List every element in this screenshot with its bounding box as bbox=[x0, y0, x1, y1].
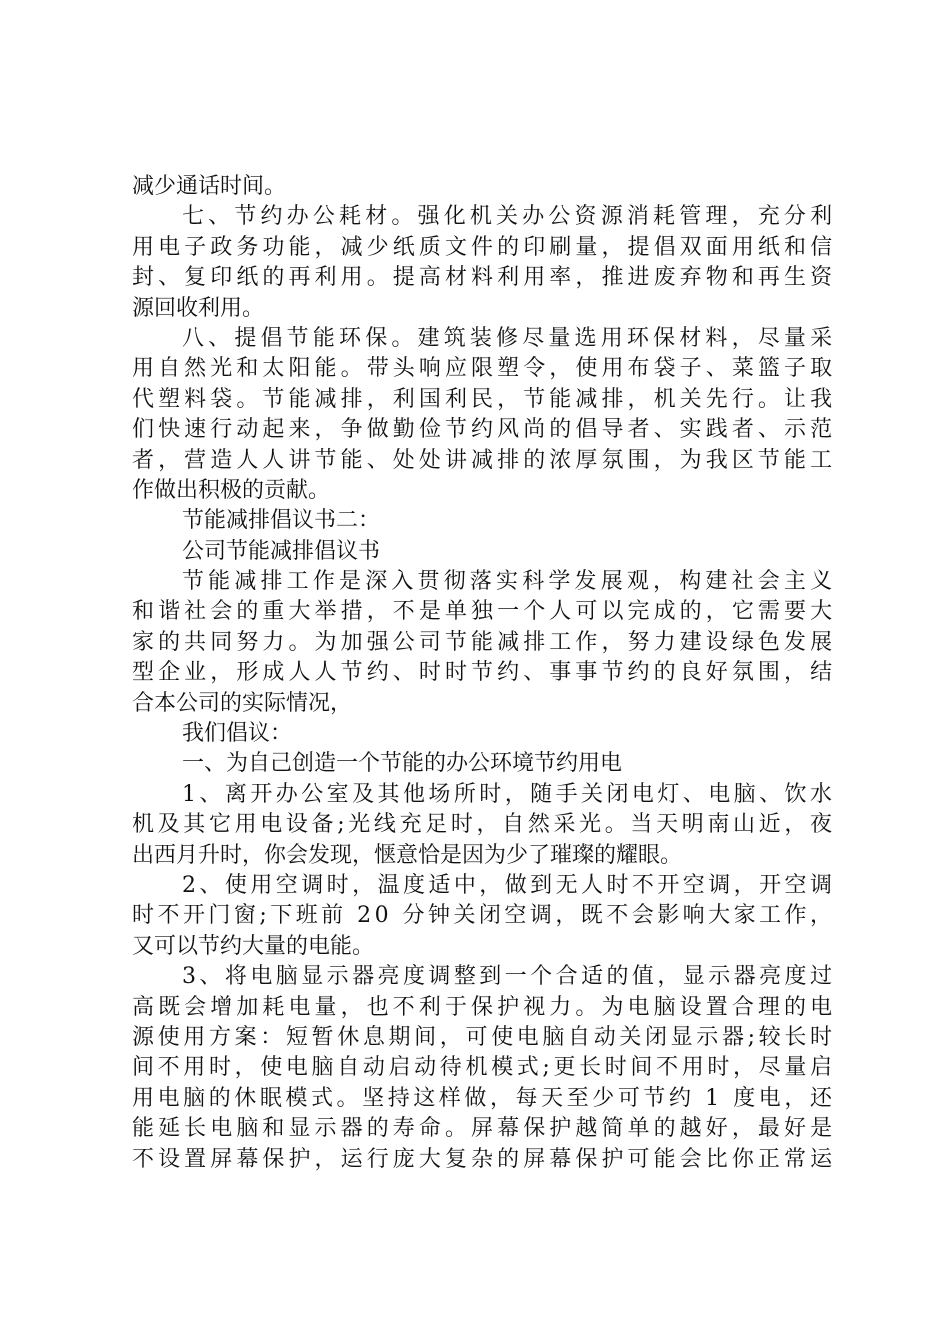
text-line: 3、将电脑显示器亮度调整到一个合适的值，显示器亮度过 bbox=[182, 964, 836, 990]
text-line: 高既会增加耗电量，也不利于保护视力。为电脑设置合理的电 bbox=[132, 994, 837, 1020]
text-line: 源使用方案：短暂休息期间，可使电脑自动关闭显示器;较长时 bbox=[132, 1024, 836, 1050]
text-line: 者，营造人人讲节能、处处讲减排的浓厚氛围，为我区节能工 bbox=[132, 447, 837, 473]
text-line: 公司节能减排倡议书 bbox=[182, 538, 381, 564]
text-line: 们快速行动起来，争做勤俭节约风尚的倡导者、实践者、示范 bbox=[132, 417, 837, 443]
text-line: 用电脑的休眠模式。坚持这样做，每天至少可节约 1 度电，还 bbox=[132, 1085, 836, 1111]
text-line: 和谐社会的重大举措，不是单独一个人可以完成的，它需要大 bbox=[132, 599, 837, 625]
text-line: 封、复印纸的再利用。提高材料利用率，推进废弃物和再生资 bbox=[132, 265, 837, 291]
text-line: 源回收利用。 bbox=[132, 295, 265, 321]
text-line: 又可以节约大量的电能。 bbox=[132, 933, 375, 959]
text-line: 七、节约办公耗材。强化机关办公资源消耗管理，充分利 bbox=[182, 204, 837, 230]
text-line: 用电子政务功能，减少纸质文件的印刷量，提倡双面用纸和信 bbox=[132, 234, 837, 260]
text-line: 1、离开办公室及其他场所时，随手关闭电灯、电脑、饮水 bbox=[182, 781, 836, 807]
text-line: 能延长电脑和显示器的寿命。屏幕保护越简单的越好，最好是 bbox=[132, 1116, 837, 1142]
text-line: 出西月升时，你会发现，惬意恰是因为少了璀璨的耀眼。 bbox=[132, 842, 683, 868]
text-line: 节能减排工作是深入贯彻落实科学发展观，构建社会主义 bbox=[182, 569, 837, 595]
text-line: 时不开门窗;下班前 20 分钟关闭空调，既不会影响大家工作， bbox=[132, 903, 836, 929]
text-line: 一、为自己创造一个节能的办公环境节约用电 bbox=[182, 751, 623, 777]
text-line: 节能减排倡议书二： bbox=[182, 508, 381, 534]
text-line: 八、提倡节能环保。建筑装修尽量选用环保材料，尽量采 bbox=[182, 325, 837, 351]
text-line: 合本公司的实际情况， bbox=[132, 690, 353, 716]
document-body bbox=[132, 172, 837, 1175]
text-line: 我们倡议： bbox=[182, 721, 293, 747]
text-line: 用自然光和太阳能。带头响应限塑令，使用布袋子、菜篮子取 bbox=[132, 356, 837, 382]
text-line: 减少通话时间。 bbox=[132, 174, 287, 199]
text-line: 代塑料袋。节能减排，利国利民，节能减排，机关先行。让我 bbox=[132, 386, 837, 412]
text-line: 间不用时，使电脑自动启动待机模式;更长时间不用时，尽量启 bbox=[132, 1055, 836, 1081]
text-line: 作做出积极的贡献。 bbox=[132, 477, 331, 503]
text-line: 不设置屏幕保护，运行庞大复杂的屏幕保护可能会比你正常运 bbox=[132, 1146, 837, 1172]
text-line: 家的共同努力。为加强公司节能减排工作，努力建设绿色发展 bbox=[132, 629, 837, 655]
text-line: 机及其它用电设备;光线充足时，自然采光。当天明南山近，夜 bbox=[132, 812, 836, 838]
text-line: 型企业，形成人人节约、时时节约、事事节约的良好氛围，结 bbox=[132, 660, 837, 686]
text-line: 2、使用空调时，温度适中，做到无人时不开空调，开空调 bbox=[182, 872, 836, 898]
